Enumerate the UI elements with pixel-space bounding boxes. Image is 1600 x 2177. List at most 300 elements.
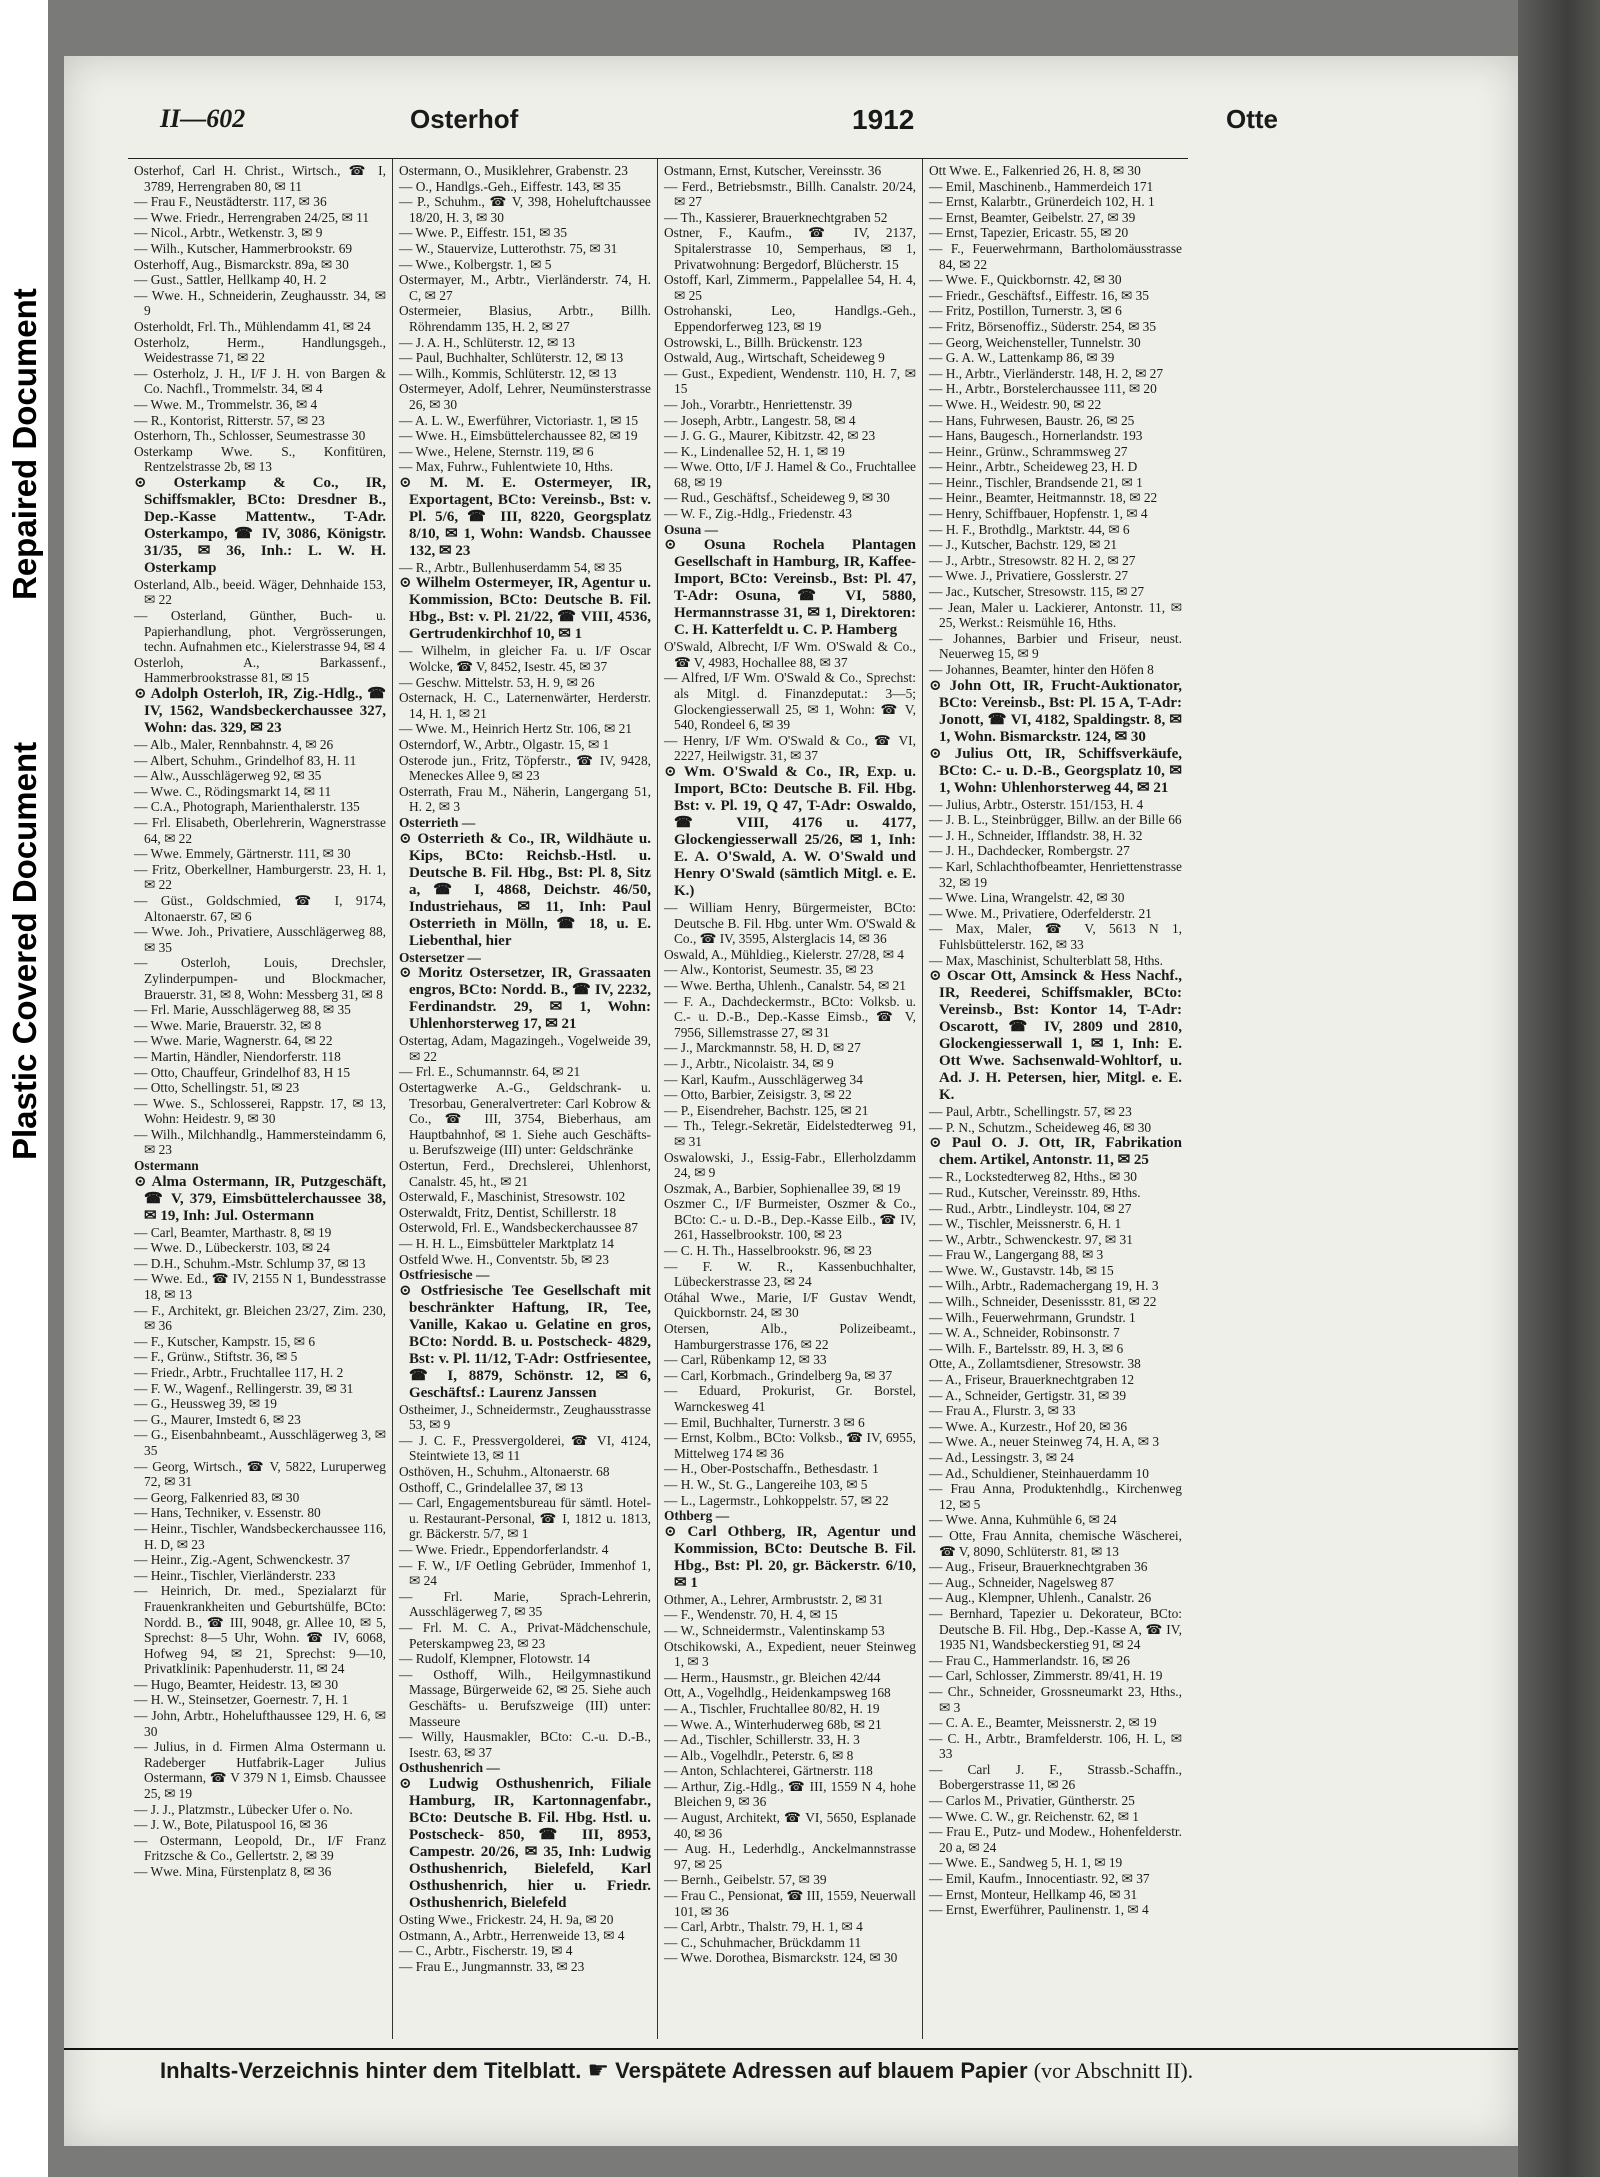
directory-entry: Oswald, A., Mühldieg., Kielerstr. 27/28, ✉ 4 — [664, 946, 904, 962]
directory-entry: — Aug. H., Lederhdlg., Anckelmannstrasse 97, ✉ 25 — [664, 1841, 916, 1872]
directory-entry: Ostwald, Aug., Wirtschaft, Scheideweg 9 — [664, 350, 885, 366]
directory-entry: — F. W. R., Kassenbuchhalter, Lübeckerstrasse 23, ✉ 24 — [664, 1258, 916, 1290]
directory-entry: — F., Architekt, gr. Bleichen 23/27, Zim. 230, ✉ 36 — [134, 1302, 386, 1334]
directory-entry: — August, Architekt, ☎ VI, 5650, Esplanade 40, ✉ 36 — [664, 1810, 916, 1841]
directory-entry: — Frl. M. C. A., Privat-Mädchenschule, Peterskampweg 23, ✉ 23 — [399, 1620, 651, 1651]
directory-entry: — Wwe. P., Eiffestr. 151, ✉ 35 — [399, 225, 568, 241]
directory-entry: — Frau W., Langergang 88, ✉ 3 — [929, 1247, 1104, 1263]
directory-entry: — A., Tischler, Fruchtallee 80/82, H. 19 — [664, 1700, 880, 1716]
directory-entry: — W., Schneidermstr., Valentinskamp 53 — [664, 1622, 885, 1638]
directory-entry: — W., Stauervize, Lutterothstr. 75, ✉ 31 — [399, 240, 618, 256]
directory-entry: Otte, A., Zollamtsdiener, Stresowstr. 38 — [929, 1356, 1141, 1372]
directory-entry: — Hans, Techniker, v. Essenstr. 80 — [134, 1505, 321, 1521]
directory-entry: — P., Eisendreher, Bachstr. 125, ✉ 21 — [664, 1102, 869, 1118]
directory-entry: — Hugo, Beamter, Heidestr. 13, ✉ 30 — [134, 1676, 339, 1692]
directory-entry: Ostrowski, L., Billh. Brückenstr. 123 — [664, 334, 863, 350]
directory-entry: Osterwald, F., Maschinist, Stresowstr. 102 — [399, 1189, 626, 1205]
pointing-hand-icon: ☛ — [587, 2057, 609, 2084]
directory-entry: Ostermeier, Blasius, Arbtr., Billh. Röhrendamm 135, H. 2, ✉ 27 — [399, 303, 651, 334]
directory-entry: — Wwe. Bertha, Uhlenh., Canalstr. 54, ✉ 21 — [664, 977, 906, 993]
directory-entry: — Aug., Friseur, Brauerknechtgraben 36 — [929, 1559, 1148, 1575]
directory-entry: ⊙ Julius Ott, IR, Schiffsverkäufe, BCto: C.- u. D.-B., Georgsplatz 10, ✉ 1, Wohn: Uhlenhorsterweg 44, ✉ 21 — [929, 745, 1182, 796]
directory-entry: Osterhorn, Th., Schlosser, Seumestrasse 30 — [134, 428, 366, 444]
directory-entry: — Nicol., Arbtr., Wetkenstr. 3, ✉ 9 — [134, 225, 323, 241]
directory-entry: — Wwe. S., Schlosserei, Rappstr. 17, ✉ 13, Wohn: Heidestr. 9, ✉ 30 — [134, 1095, 386, 1127]
directory-entry: — Henry, I/F Wm. O'Swald & Co., ☎ VI, 2227, Heilwigstr. 31, ✉ 37 — [664, 732, 916, 764]
directory-entry: Osterkamp Wwe. S., Konfitüren, Rentzelstrasse 2b, ✉ 13 — [134, 443, 386, 475]
directory-entry: — Rud., Arbtr., Lindleystr. 104, ✉ 27 — [929, 1200, 1132, 1216]
directory-entry: — Hans, Fuhrwesen, Baustr. 26, ✉ 25 — [929, 412, 1135, 428]
column-1 — [128, 159, 393, 2039]
directory-entry: — J., Marckmannstr. 58, H. D, ✉ 27 — [664, 1040, 861, 1056]
directory-entry: — Ernst, Monteur, Hellkamp 46, ✉ 31 — [929, 1886, 1138, 1902]
directory-entry: — A., Friseur, Brauerknechtgraben 12 — [929, 1372, 1135, 1388]
directory-entry: — Rudolf, Klempner, Flotowstr. 14 — [399, 1651, 591, 1667]
directory-entry: — L., Lagermstr., Lohkoppelstr. 57, ✉ 22 — [664, 1492, 889, 1508]
directory-entry: — Wwe. W., Gustavstr. 14b, ✉ 15 — [929, 1262, 1114, 1278]
directory-entry: — Wwe. A., Winterhuderweg 68b, ✉ 21 — [664, 1716, 882, 1732]
group-heading: Ostermann — [134, 1158, 199, 1174]
running-header — [160, 104, 1478, 144]
directory-entry: — Wilh., Feuerwehrmann, Grundstr. 1 — [929, 1309, 1136, 1325]
directory-entry: — Wilh., Kommis, Schlüterstr. 12, ✉ 13 — [399, 365, 617, 381]
directory-entry: — Wwe. Mina, Fürstenplatz 8, ✉ 36 — [134, 1864, 332, 1879]
directory-entry: — Wilh., Schneider, Desenissstr. 81, ✉ 22 — [929, 1294, 1157, 1310]
column-3 — [658, 159, 923, 2039]
directory-entry: — Emil, Kaufm., Innocentiastr. 92, ✉ 37 — [929, 1871, 1150, 1887]
directory-entry: Ott Wwe. E., Falkenried 26, H. 8, ✉ 30 — [929, 163, 1141, 178]
directory-entry: Otáhal Wwe., Marie, I/F Gustav Wendt, Quickbornstr. 24, ✉ 30 — [664, 1289, 916, 1321]
group-heading: Osterrieth — — [399, 815, 476, 830]
directory-columns — [128, 158, 1188, 2039]
directory-entry: — Wilhelm, in gleicher Fa. u. I/F Oscar Wolcke, ☎ V, 8452, Isestr. 45, ✉ 37 — [399, 643, 651, 675]
directory-entry: Osternack, H. C., Laternenwärter, Herderstr. 14, H. 1, ✉ 21 — [399, 690, 651, 721]
directory-entry: Osterholz, Herm., Handlungsgeh., Weidestrasse 71, ✉ 22 — [134, 334, 386, 366]
directory-entry: — F. W., I/F Oetling Gebrüder, Immenhof 1, ✉ 24 — [399, 1557, 651, 1589]
directory-entry: — Fritz, Börsenoffiz., Süderstr. 254, ✉ 35 — [929, 318, 1157, 334]
directory-entry: — Osterholz, J. H., I/F J. H. von Bargen & Co. Nachfl., Trommelstr. 34, ✉ 4 — [134, 365, 386, 397]
archive-stamp-strip — [0, 0, 48, 2177]
directory-entry: — Georg, Wirtsch., ☎ V, 5822, Luruperweg 72, ✉ 31 — [134, 1458, 386, 1490]
page-footer — [64, 2048, 1518, 2086]
directory-entry: — Osthoff, Wilh., Heilgymnastikund Massage, Bürgerweide 62, ✉ 25. Siehe auch Geschäfts- u. Berufszweige (III) unter: Masseure — [399, 1666, 651, 1729]
directory-entry: — Osterloh, Louis, Drechsler, Zylinderpumpen- und Blockmacher, Brauerstr. 31, ✉ 8, Wohn: Messberg 31, ✉ 8 — [134, 955, 386, 1002]
directory-entry: — Alw., Ausschlägerweg 92, ✉ 35 — [134, 768, 322, 784]
directory-entry: — Wwe. H., Schneiderin, Zeughausstr. 34, ✉ 9 — [134, 287, 386, 319]
directory-entry: — Max, Maschinist, Schulterblatt 58, Hths. — [929, 952, 1163, 968]
directory-entry: — C. H., Arbtr., Bramfelderstr. 106, H. L, ✉ 33 — [929, 1730, 1182, 1762]
directory-entry: — Karl, Schlachthofbeamter, Henriettenstrasse 32, ✉ 19 — [929, 858, 1182, 890]
footer-notice — [160, 2056, 1193, 2085]
directory-entry: — F., Wendenstr. 70, H. 4, ✉ 15 — [664, 1607, 838, 1623]
year: 1912 — [852, 104, 915, 135]
directory-entry: — Friedr., Arbtr., Fruchtallee 117, H. 2 — [134, 1365, 344, 1380]
directory-entry: — O., Handlgs.-Geh., Eiffestr. 143, ✉ 35 — [399, 178, 621, 194]
directory-entry: — Jean, Maler u. Lackierer, Antonstr. 11, ✉ 25, Werkst.: Reismühle 16, Hths. — [929, 599, 1182, 631]
directory-entry: — Wwe. C., Rödingsmarkt 14, ✉ 11 — [134, 783, 332, 799]
directory-entry: — R., Kontorist, Ritterstr. 57, ✉ 23 — [134, 412, 325, 428]
directory-entry: ⊙ Moritz Ostersetzer, IR, Grassaaten engros, BCto: Nordd. B., ☎ IV, 2232, Ferdinandstr. 29, ✉ 1, Wohn: Uhlenhorsterweg 17, ✉ 21 — [399, 965, 651, 1033]
directory-entry: ⊙ Ostfriesische Tee Gesellschaft mit beschränkter Haftung, IR, Tee, Vanille, Kakao u. Gelatine en gros, BCto: Nordd. B. u. Postscheck- 4829, Bst: v. Pl. 11/12, T-Adr: Ostfriesentee, ☎ I, 8879, Schönstr. 12, ✉ 6, Geschäftsf.: Laurenz Janssen — [399, 1282, 651, 1401]
directory-entry: ⊙ Osuna Rochela Plantagen Gesellschaft in Hamburg, IR, Kaffee-Import, BCto: Vereinsb., Bst: Pl. 47, T-Adr: Osuna, ☎ VI, 5880, Hermannstrasse 31, ✉ 1, Direktoren: C. H. Katterfeldt u. C. P. Hamberg — [664, 537, 916, 639]
directory-entry: Osting Wwe., Frickestr. 24, H. 9a, ✉ 20 — [399, 1911, 614, 1927]
directory-entry: — F., Kutscher, Kampstr. 15, ✉ 6 — [134, 1333, 316, 1349]
directory-entry: ⊙ Wilhelm Ostermeyer, IR, Agentur u. Kommission, BCto: Deutsche B. Fil. Hbg., Bst: v. Pl. 21/22, ☎ VIII, 4536, Gertrudenkirchhof 10, ✉ 1 — [399, 575, 651, 643]
directory-entry: — Martin, Händler, Niendorferstr. 118 — [134, 1048, 341, 1064]
directory-entry: — Wwe. F., Quickbornstr. 42, ✉ 30 — [929, 272, 1122, 288]
directory-entry: — Hans, Baugesch., Hornerlandstr. 193 — [929, 428, 1143, 444]
directory-entry: — Carl, Rübenkamp 12, ✉ 33 — [664, 1352, 827, 1368]
directory-entry: Ostertun, Ferd., Drechslerei, Uhlenhorst, Canalstr. 45, ht., ✉ 21 — [399, 1157, 651, 1189]
directory-entry: Osterholdt, Frl. Th., Mühlendamm 41, ✉ 24 — [134, 318, 371, 334]
directory-entry: Ostoff, Karl, Zimmerm., Pappelallee 54, H. 4, ✉ 25 — [664, 272, 916, 303]
directory-entry: — Julius, in d. Firmen Alma Ostermann u. Radeberger Hutfabrik-Lager Julius Ostermann, ☎ V 379 N 1, Eimsb. Chaussee 25, ✉ 19 — [134, 1739, 386, 1802]
directory-entry: ⊙ Adolph Osterloh, IR, Zig.-Hdlg., ☎ IV, 1562, Wandsbeckerchaussee 327, Wohn: das. 329, ✉ 23 — [134, 686, 386, 737]
directory-entry: — Wwe. M., Privatiere, Oderfelderstr. 21 — [929, 905, 1152, 921]
directory-entry: Ostfeld Wwe. H., Conventstr. 5b, ✉ 23 — [399, 1251, 609, 1267]
directory-entry: — Wwe. C. W., gr. Reichenstr. 62, ✉ 1 — [929, 1808, 1139, 1824]
directory-entry: — Wwe. Anna, Kuhmühle 6, ✉ 24 — [929, 1512, 1117, 1528]
directory-entry: — Wwe. Marie, Brauerstr. 32, ✉ 8 — [134, 1017, 322, 1033]
directory-entry: — Wwe. Friedr., Eppendorferlandstr. 4 — [399, 1542, 609, 1558]
directory-entry: Osterland, Alb., beeid. Wäger, Dehnhaide 153, ✉ 22 — [134, 576, 386, 608]
directory-entry: — Carl, Arbtr., Thalstr. 79, H. 1, ✉ 4 — [664, 1919, 863, 1935]
directory-entry: — Heinrich, Dr. med., Spezialarzt für Frauenkrankheiten und Geburtshülfe, BCto: Nordd. B., ☎ III, 9048, gr. Allee 10, ✉ 5, Sprechst: 8—5 Uhr, Wohn. ☎ IV, 6068, Hofweg 94, ✉ 21, Sprechst: 9—10, Privatklinik: Papenhuderstr. 11, ✉ 24 — [134, 1583, 386, 1677]
directory-entry: — Wwe. M., Heinrich Hertz Str. 106, ✉ 21 — [399, 721, 632, 737]
directory-entry: — Johannes, Beamter, hinter den Höfen 8 — [929, 662, 1154, 677]
directory-entry: — Ernst, Ewerführer, Paulinenstr. 1, ✉ 4 — [929, 1902, 1149, 1918]
directory-entry: — Frau C., Pensionat, ☎ III, 1559, Neuerwall 101, ✉ 36 — [664, 1888, 916, 1919]
directory-entry: Osterndorf, W., Arbtr., Olgastr. 15, ✉ 1 — [399, 737, 610, 753]
directory-entry: — Alb., Vogelhdlr., Peterstr. 6, ✉ 8 — [664, 1747, 854, 1763]
directory-entry: — Ernst, Kolbm., BCto: Volksb., ☎ IV, 6955, Mittelweg 174 ✉ 36 — [664, 1430, 916, 1461]
directory-entry: — Ernst, Tapezier, Ericastr. 55, ✉ 20 — [929, 225, 1129, 241]
group-heading: Osuna — — [664, 521, 718, 537]
directory-entry: — Ernst, Kalarbtr., Grünerdeich 102, H. 1 — [929, 194, 1155, 210]
directory-entry: Ott, A., Vogelhdlg., Heidenkampsweg 168 — [664, 1685, 891, 1701]
directory-entry: — Wwe. Marie, Wagnerstr. 64, ✉ 22 — [134, 1033, 333, 1049]
directory-entry: — H. H. L., Eimsbütteler Marktplatz 14 — [399, 1235, 614, 1251]
directory-entry: — Gust., Expedient, Wendenstr. 110, H. 7, ✉ 15 — [664, 365, 916, 397]
directory-entry: — R., Lockstedterweg 82, Hths., ✉ 30 — [929, 1169, 1137, 1185]
directory-entry: — Chr., Schneider, Grossneumarkt 23, Hths., ✉ 3 — [929, 1683, 1182, 1715]
directory-entry: — Wwe., Helene, Sternstr. 119, ✉ 6 — [399, 443, 594, 459]
group-heading: Ostersetzer — — [399, 949, 481, 965]
directory-entry: — Wwe. Ed., ☎ IV, 2155 N 1, Bundesstrasse 18, ✉ 13 — [134, 1271, 386, 1303]
directory-entry: — Arthur, Zig.-Hdlg., ☎ III, 1559 N 4, hohe Bleichen 9, ✉ 36 — [664, 1778, 916, 1810]
directory-entry: — Carl, Schlosser, Zimmerstr. 89/41, H. 19 — [929, 1668, 1163, 1684]
column-4 — [923, 159, 1188, 2039]
directory-entry: — Georg, Falkenried 83, ✉ 30 — [134, 1489, 300, 1505]
directory-entry: — J. C. F., Pressvergolderei, ☎ VI, 4124, Steintwiete 13, ✉ 11 — [399, 1432, 651, 1464]
directory-entry: — Heinr., Grünw., Schrammsweg 27 — [929, 443, 1128, 459]
directory-entry: — Geschw. Mittelstr. 53, H. 9, ✉ 26 — [399, 674, 595, 690]
directory-entry: — P. N., Schutzm., Scheideweg 46, ✉ 30 — [929, 1119, 1152, 1135]
directory-entry: — Ad., Schuldiener, Steinhauerdamm 10 — [929, 1465, 1149, 1481]
directory-entry: — Herm., Hausmstr., gr. Bleichen 42/44 — [664, 1669, 881, 1685]
directory-entry: — Bernhard, Tapezier u. Dekorateur, BCto: Deutsche B. Fil. Hbg., Dep.-Kasse A, ☎ IV, 1935 N1, Wandsbeckerstieg 91, ✉ 24 — [929, 1605, 1182, 1653]
directory-entry: — Heinr., Tischler, Brandsende 21, ✉ 1 — [929, 474, 1143, 490]
directory-entry: Osterrath, Frau M., Näherin, Langergang 51, H. 2, ✉ 3 — [399, 783, 651, 815]
directory-entry: — J., Arbtr., Stresowstr. 82 H. 2, ✉ 27 — [929, 552, 1136, 568]
directory-entry: Osterhoff, Aug., Bismarckstr. 89a, ✉ 30 — [134, 256, 349, 272]
directory-entry: — C.A., Photograph, Marienthalerstr. 135 — [134, 799, 360, 815]
footer-late-addresses: Verspätete Adressen auf blauem Papier — [615, 2058, 1028, 2083]
directory-entry: Ostertagwerke A.-G., Geldschrank- u. Tresorbau, Generalvertreter: Carl Kobrow & Co., ☎ III, 3754, Bieberhaus, am Hauptbahnhof, ✉ 1. Siehe auch Geschäfts- u. Berufszweige (III) unter: Geldschränke — [399, 1079, 651, 1158]
directory-entry: Osthoff, C., Grindelallee 37, ✉ 13 — [399, 1479, 583, 1495]
directory-entry: Ostmann, A., Arbtr., Herrenweide 13, ✉ 4 — [399, 1927, 625, 1943]
directory-entry: — F. W., Wagenf., Rellingerstr. 39, ✉ 31 — [134, 1380, 354, 1396]
directory-entry: ⊙ Carl Othberg, IR, Agentur und Kommission, BCto: Deutsche B. Fil. Hbg., Bst: Pl. 20, gr. Bäckerstr. 6/10, ✉ 1 — [664, 1523, 916, 1591]
directory-entry: — Wwe. Friedr., Herrengraben 24/25, ✉ 11 — [134, 209, 370, 225]
directory-entry: — John, Arbtr., Hohelufthaussee 129, H. 6, ✉ 30 — [134, 1708, 386, 1739]
directory-entry: — Wwe. H., Eimsbüttelerchaussee 82, ✉ 19 — [399, 428, 638, 444]
directory-entry: Othmer, A., Lehrer, Armbruststr. 2, ✉ 31 — [664, 1591, 884, 1607]
directory-entry: Osterhof, Carl H. Christ., Wirtsch., ☎ I, 3789, Herrengraben 80, ✉ 11 — [134, 163, 386, 194]
directory-entry: — Heinr., Zig.-Agent, Schwenckestr. 37 — [134, 1552, 351, 1568]
directory-entry: — Max, Fuhrw., Fuhlentwiete 10, Hths. — [399, 459, 614, 475]
directory-entry: — Friedr., Geschäftsf., Eiffestr. 16, ✉ 35 — [929, 287, 1149, 303]
directory-entry: Oswalowski, J., Essig-Fabr., Ellerholzdamm 24, ✉ 9 — [664, 1149, 916, 1181]
directory-entry: — Frau E., Jungmannstr. 33, ✉ 23 — [399, 1958, 585, 1974]
directory-entry: — Georg, Weichensteller, Tunnelstr. 30 — [929, 334, 1141, 350]
directory-entry: Ostner, F., Kaufm., ☎ IV, 2137, Spitalerstrasse 10, Semperhaus, ✉ 1, Privatwohnung: Bergedorf, Blücherstr. 15 — [664, 225, 916, 272]
directory-entry: — Aug., Klempner, Uhlenh., Canalstr. 26 — [929, 1590, 1152, 1606]
directory-entry: ⊙ Oscar Ott, Amsinck & Hess Nachf., IR, Reederei, Schiffsmakler, BCto: Vereinsb., Bst: Kontor 14, T-Adr: Oscarott, ☎ IV, 2809 und 2810, Glockengiesserwall 1, ✉ 1, Inh: E. Ott Wwe. Sachsenwald-Wohltorf, u. Ad. J. H. Petersen, hier, Mitgl. e. E. K. — [929, 968, 1182, 1104]
directory-entry: — A., Schneider, Gertigstr. 31, ✉ 39 — [929, 1387, 1127, 1403]
directory-entry: ⊙ Ludwig Osthushenrich, Filiale Hamburg, IR, Kartonnagenfabr., BCto: Deutsche B. Fil. Hbg. Hstl. u. Postscheck- 850, ☎ III, 8953, Campestr. 20/26, ✉ 35, Inh: Ludwig Osthushenrich, Bielefeld, Karl Osthushenrich, hier u. Friedr. Osthushenrich, Bielefeld — [399, 1775, 651, 1911]
directory-entry: — Wwe. A., Kurzestr., Hof 20, ✉ 36 — [929, 1418, 1128, 1434]
directory-entry: — Jac., Kutscher, Stresowstr. 115, ✉ 27 — [929, 584, 1145, 600]
directory-entry: Ostermeyer, Adolf, Lehrer, Neumünsterstrasse 26, ✉ 30 — [399, 381, 651, 412]
directory-entry: ⊙ Paul O. J. Ott, IR, Fabrikation chem. Artikel, Antonstr. 11, ✉ 25 — [929, 1135, 1182, 1169]
directory-entry: Ostrohanski, Leo, Handlgs.-Geh., Eppendorferweg 123, ✉ 19 — [664, 303, 916, 334]
directory-entry: Osterwold, Frl. E., Wandsbeckerchaussee 87 — [399, 1220, 638, 1236]
directory-entry: Otschikowski, A., Expedient, neuer Steinweg 1, ✉ 3 — [664, 1638, 916, 1670]
directory-entry: — J. W., Bote, Pilatuspool 16, ✉ 36 — [134, 1817, 328, 1833]
directory-entry: — Wilh. F., Bartelsstr. 89, H. 3, ✉ 6 — [929, 1340, 1124, 1356]
directory-entry: — C. A. E., Beamter, Meissnerstr. 2, ✉ 19 — [929, 1715, 1157, 1731]
page-number: II—602 — [160, 104, 246, 133]
directory-entry: — A. L. W., Ewerführer, Victoriastr. 1, ✉ 15 — [399, 412, 639, 428]
directory-entry: Otersen, Alb., Polizeibeamt., Hamburgerstrasse 176, ✉ 22 — [664, 1321, 916, 1352]
directory-entry: — Emil, Maschinenb., Hammerdeich 171 — [929, 178, 1154, 194]
directory-entry: — J. B. L., Steinbrügger, Billw. an der Bille 66 — [929, 812, 1182, 828]
directory-entry: — H., Ober-Postschaffn., Bethesdastr. 1 — [664, 1461, 879, 1477]
directory-entry: — W., Arbtr., Schwenckestr. 97, ✉ 31 — [929, 1231, 1133, 1247]
directory-entry: — Wwe. M., Trommelstr. 36, ✉ 4 — [134, 396, 318, 412]
group-heading: Osthushenrich — — [399, 1760, 500, 1776]
directory-entry: — Frl. Elisabeth, Oberlehrerin, Wagnerstrasse 64, ✉ 22 — [134, 815, 386, 846]
directory-entry: — Eduard, Prokurist, Gr. Borstel, Warnckesweg 41 — [664, 1383, 916, 1414]
directory-entry: — Ad., Lessingstr. 3, ✉ 24 — [929, 1450, 1074, 1465]
directory-entry: — Alw., Kontorist, Seumestr. 35, ✉ 23 — [664, 962, 874, 978]
directory-entry: — H. F., Brothdlg., Marktstr. 44, ✉ 6 — [929, 521, 1130, 537]
directory-entry: — Heinr., Arbtr., Scheideweg 23, H. D — [929, 459, 1138, 475]
directory-entry: — Th., Telegr.-Sekretär, Eidelstedterweg 91, ✉ 31 — [664, 1118, 916, 1149]
directory-entry: — Albert, Schuhm., Grindelhof 83, H. 11 — [134, 752, 357, 768]
plastic-covered-label: Plastic Covered Document — [6, 741, 43, 1160]
directory-entry: — Frau E., Putz- und Modew., Hohenfelderstr. 20 a, ✉ 24 — [929, 1824, 1182, 1855]
directory-entry: — H., Arbtr., Borstelerchaussee 111, ✉ 20 — [929, 381, 1157, 397]
directory-entry: — Julius, Arbtr., Osterstr. 151/153, H. 4 — [929, 796, 1144, 812]
directory-entry: ⊙ Wm. O'Swald & Co., IR, Exp. u. Import, BCto: Deutsche B. Fil. Hbg. Bst: v. Pl. 19, Q 47, T-Adr: Oswaldo, ☎ VIII, 4176 u. 4177, Glockengiesserwall 25/26, ✉ 1, Inh: E. A. O'Swald, A. W. O'Swald und Henry O'Swald (sämtlich Mitgl. e. E. K.) — [664, 764, 916, 899]
directory-entry: — Otte, Frau Annita, chemische Wäscherei, ☎ V, 8090, Schlüterstr. 81, ✉ 13 — [929, 1527, 1182, 1559]
directory-entry: — Frl. E., Schumannstr. 64, ✉ 21 — [399, 1064, 581, 1080]
directory-entry: — Bernh., Geibelstr. 57, ✉ 39 — [664, 1872, 827, 1888]
directory-entry: — Carlos M., Privatier, Güntherstr. 25 — [929, 1793, 1135, 1809]
footer-index-note: Inhalts-Verzeichnis hinter dem Titelblatt. — [160, 2058, 582, 2083]
directory-entry: — Frau Anna, Produktenhdlg., Kirchenweg 12, ✉ 5 — [929, 1481, 1182, 1512]
directory-entry: — W. F., Zig.-Hdlg., Friedenstr. 43 — [664, 506, 852, 522]
directory-entry: — J., Arbtr., Nicolaistr. 34, ✉ 9 — [664, 1055, 834, 1071]
directory-entry: — F., Grünw., Stiftstr. 36, ✉ 5 — [134, 1349, 298, 1365]
directory-entry: — J. H., Dachdecker, Rombergstr. 27 — [929, 843, 1130, 859]
directory-entry: — Frau A., Flurstr. 3, ✉ 33 — [929, 1403, 1076, 1419]
directory-entry: — Frau F., Neustädterstr. 117, ✉ 36 — [134, 194, 327, 210]
directory-entry: — Ernst, Beamter, Geibelstr. 27, ✉ 39 — [929, 209, 1136, 225]
directory-entry: Ostermayer, M., Arbtr., Vierländerstr. 74, H. C, ✉ 27 — [399, 272, 651, 303]
directory-entry: — Aug., Schneider, Nagelsweg 87 — [929, 1574, 1115, 1590]
directory-entry: — Wwe. D., Lübeckerstr. 103, ✉ 24 — [134, 1240, 330, 1256]
directory-entry: ⊙ John Ott, IR, Frucht-Auktionator, BCto: Vereinsb., Bst: Pl. 15 A, T-Adr: Jonott, ☎ VI, 4182, Spaldingstr. 8, ✉ 1, Wohn. Bismarckstr. 124, ✉ 30 — [929, 677, 1182, 745]
directory-entry: — Heinr., Beamter, Heitmannstr. 18, ✉ 22 — [929, 490, 1158, 506]
directory-entry: — Fritz, Postillon, Turnerstr. 3, ✉ 6 — [929, 303, 1122, 319]
directory-entry: — Rud., Geschäftsf., Scheideweg 9, ✉ 30 — [664, 490, 890, 506]
directory-entry: — G., Heussweg 39, ✉ 19 — [134, 1396, 277, 1412]
directory-entry: ⊙ Osterkamp & Co., IR, Schiffsmakler, BCto: Dresdner B., Dep.-Kasse Mattentw., T-Adr. Osterkampo, ☎ IV, 3086, Königstr. 31/35, ✉ 36, Inh.: L. W. H. Osterkamp — [134, 474, 386, 576]
directory-entry: — Frl. Marie, Sprach-Lehrerin, Ausschlägerweg 7, ✉ 35 — [399, 1588, 651, 1620]
directory-entry: — Anton, Schlachterei, Gärtnerstr. 118 — [664, 1763, 873, 1779]
repaired-document-label: Repaired Document — [6, 288, 43, 600]
directory-entry: — Wwe. Emmely, Gärtnerstr. 111, ✉ 30 — [134, 846, 351, 862]
directory-entry: — G., Eisenbahnbeamt., Ausschlägerweg 3, ✉ 35 — [134, 1427, 386, 1458]
directory-entry: — Wwe. J., Privatiere, Gosslerstr. 27 — [929, 568, 1129, 584]
directory-page — [64, 56, 1518, 2146]
directory-entry: — Max, Maler, ☎ V, 5613 N 1, Fuhlsbüttelerstr. 162, ✉ 33 — [929, 921, 1182, 952]
directory-entry: — Johannes, Barbier und Friseur, neust. Neuerweg 15, ✉ 9 — [929, 630, 1182, 662]
directory-entry: — H. W., St. G., Langereihe 103, ✉ 5 — [664, 1476, 868, 1492]
directory-entry: — Ferd., Betriebsmstr., Billh. Canalstr. 20/24, ✉ 27 — [664, 178, 916, 210]
directory-entry: — Ostermann, Leopold, Dr., I/F Franz Fritzsche & Co., Gellertstr. 2, ✉ 39 — [134, 1832, 386, 1864]
directory-entry: — P., Schuhm., ☎ V, 398, Hoheluftchaussee 18/20, H. 3, ✉ 30 — [399, 194, 651, 225]
directory-entry: — W. A., Schneider, Robinsonstr. 7 — [929, 1325, 1120, 1341]
directory-entry: — Carl, Beamter, Marthastr. 8, ✉ 19 — [134, 1224, 332, 1240]
directory-entry: — Otto, Schellingstr. 51, ✉ 23 — [134, 1080, 300, 1096]
directory-entry: — J. J., Platzmstr., Lübecker Ufer o. No. — [134, 1801, 353, 1817]
directory-entry: Osterloh, A., Barkassenf., Hammerbrookstrasse 81, ✉ 15 — [134, 654, 386, 686]
directory-entry: — Wwe. Lina, Wrangelstr. 42, ✉ 30 — [929, 890, 1125, 906]
directory-entry: — Wilh., Arbtr., Rademachergang 19, H. 3 — [929, 1278, 1159, 1294]
directory-entry: — J., Kutscher, Bachstr. 129, ✉ 21 — [929, 537, 1118, 553]
column-2 — [393, 159, 658, 2039]
directory-entry: — Wilh., Milchhandlg., Hammersteindamm 6, ✉ 23 — [134, 1126, 386, 1158]
directory-entry: — G. A. W., Lattenkamp 86, ✉ 39 — [929, 350, 1115, 366]
directory-entry: — Joh., Vorarbtr., Henriettenstr. 39 — [664, 396, 853, 412]
directory-entry: — Heinr., Tischler, Wandsbeckerchaussee 116, H. D, ✉ 23 — [134, 1520, 386, 1552]
directory-entry: — C. H. Th., Hasselbrookstr. 96, ✉ 23 — [664, 1243, 872, 1259]
directory-entry: — Wwe., Kolbergstr. 1, ✉ 5 — [399, 256, 552, 272]
directory-entry: — Paul, Buchhalter, Schlüterstr. 12, ✉ 13 — [399, 350, 624, 366]
directory-entry: O'Swald, Albrecht, I/F Wm. O'Swald & Co., ☎ V, 4983, Hochallee 88, ✉ 37 — [664, 639, 916, 670]
directory-entry: Oszmak, A., Barbier, Sophienallee 39, ✉ 19 — [664, 1180, 901, 1196]
directory-entry: — C., Arbtr., Fischerstr. 19, ✉ 4 — [399, 1943, 573, 1959]
directory-entry: — K., Lindenallee 52, H. 1, ✉ 19 — [664, 443, 845, 459]
directory-entry: — Willy, Hausmakler, BCto: C.-u. D.-B., Isestr. 63, ✉ 37 — [399, 1729, 651, 1760]
directory-entry: Osterode jun., Fritz, Töpferstr., ☎ IV, 9428, Meneckes Allee 9, ✉ 23 — [399, 752, 651, 784]
directory-entry: — C., Schuhmacher, Brückdamm 11 — [664, 1934, 862, 1950]
directory-entry: — Frl. Marie, Ausschlägerweg 88, ✉ 35 — [134, 1002, 351, 1018]
directory-entry: — J. A. H., Schlüterstr. 12, ✉ 13 — [399, 334, 575, 350]
directory-entry: — Paul, Arbtr., Schellingstr. 57, ✉ 23 — [929, 1104, 1132, 1120]
directory-entry: — Heinr., Tischler, Vierländerstr. 233 — [134, 1567, 336, 1583]
directory-entry: — Wwe. E., Sandweg 5, H. 1, ✉ 19 — [929, 1855, 1123, 1871]
directory-entry: — Frau C., Hammerlandstr. 16, ✉ 26 — [929, 1652, 1130, 1668]
directory-entry: — J. G. G., Maurer, Kibitzstr. 42, ✉ 23 — [664, 428, 876, 444]
directory-entry: Ostertag, Adam, Magazingeh., Vogelweide 39, ✉ 22 — [399, 1033, 651, 1064]
directory-entry: — F. A., Dachdeckermstr., BCto: Volksb. u. C.- u. D.-B., Dep.-Kasse Eimsb., ☎ V, 7956, Sillemstrasse 27, ✉ 31 — [664, 993, 916, 1040]
directory-entry: — Carl, Korbmach., Grindelberg 9a, ✉ 37 — [664, 1367, 893, 1383]
directory-entry: Oszmer C., I/F Burmeister, Oszmer & Co., BCto: C.- u. D.-B., Dep.-Kasse Eilb., ☎ IV, 261, Hasselbrookstr. 100, ✉ 23 — [664, 1196, 916, 1243]
directory-entry: — William Henry, Bürgermeister, BCto: Deutsche B. Fil. Hbg. unter Wm. O'Swald & Co., ☎ IV, 3595, Alsterglacis 14, ✉ 36 — [664, 900, 916, 947]
directory-entry: Ostermann, O., Musiklehrer, Grabenstr. 23 — [399, 163, 628, 178]
directory-entry: — G., Maurer, Imstedt 6, ✉ 23 — [134, 1411, 301, 1427]
directory-entry: — Joseph, Arbtr., Langestr. 58, ✉ 4 — [664, 412, 856, 428]
directory-entry: — Wwe. Dorothea, Bismarckstr. 124, ✉ 30 — [664, 1950, 898, 1966]
directory-entry: Ostmann, Ernst, Kutscher, Vereinsstr. 36 — [664, 163, 882, 178]
footer-section-ref: (vor Abschnitt II). — [1033, 2058, 1194, 2083]
directory-entry: — D.H., Schuhm.-Mstr. Schlump 37, ✉ 13 — [134, 1255, 366, 1271]
directory-entry: — Henry, Schiffbauer, Hopfenstr. 1, ✉ 4 — [929, 506, 1148, 522]
first-guide-word: Osterhof — [410, 104, 519, 134]
directory-entry: — Alb., Maler, Rennbahnstr. 4, ✉ 26 — [134, 737, 334, 753]
directory-entry: — Wilh., Kutscher, Hammerbrookstr. 69 — [134, 240, 353, 256]
directory-entry: — Carl J. F., Strassb.-Schaffn., Bobergerstrasse 11, ✉ 26 — [929, 1761, 1182, 1793]
directory-entry: — J. H., Schneider, Ifflandstr. 38, H. 32 — [929, 827, 1143, 843]
directory-entry: — Wwe. H., Weidestr. 90, ✉ 22 — [929, 396, 1102, 412]
directory-entry: — Otto, Barbier, Zeisigstr. 3, ✉ 22 — [664, 1087, 852, 1103]
directory-entry: — Osterland, Günther, Buch- u. Papierhandlung, phot. Vergrösserungen, techn. Aufnahmen etc., Kielerstrasse 94, ✉ 4 — [134, 608, 386, 655]
directory-entry: — Rud., Kutscher, Vereinsstr. 89, Hths. — [929, 1184, 1141, 1200]
directory-entry: Ostheimer, J., Schneidermstr., Zeughausstrasse 53, ✉ 9 — [399, 1401, 651, 1433]
directory-entry: — F., Feuerwehrmann, Bartholomäusstrasse 84, ✉ 22 — [929, 240, 1182, 272]
directory-entry: ⊙ Alma Ostermann, IR, Putzgeschäft, ☎ V, 379, Eimsbüttelerchaussee 38, ✉ 19, Inh: Jul. Ostermann — [134, 1173, 386, 1224]
last-guide-word: Otte — [1226, 104, 1278, 134]
directory-entry: ⊙ Osterrieth & Co., IR, Wildhäute u. Kips, BCto: Reichsb.-Hstl. u. Deutsche B. Fil. Hbg., Bst: Pl. 8, Sitz a, ☎ I, 4868, Deichstr. 46/50, Industriehaus, ✉ 11, Inh: Paul Osterrieth in Mölln, ☎ 18, u. E. Liebenthal, hier — [399, 830, 651, 949]
directory-entry: — W., Tischler, Meissnerstr. 6, H. 1 — [929, 1216, 1122, 1232]
directory-entry: Osterwaldt, Fritz, Dentist, Schillerstr. 18 — [399, 1204, 617, 1220]
directory-entry: — H. W., Steinsetzer, Goernestr. 7, H. 1 — [134, 1692, 349, 1708]
group-heading: Othberg — — [664, 1508, 730, 1524]
directory-entry: — Emil, Buchhalter, Turnerstr. 3 ✉ 6 — [664, 1414, 865, 1430]
directory-entry: — Fritz, Oberkellner, Hamburgerstr. 23, H. 1, ✉ 22 — [134, 861, 386, 893]
directory-entry: — Carl, Engagementsbureau für sämtl. Hotel- u. Restaurant-Personal, ☎ I, 1812 u. 1813, gr. Bäckerstr. 5/7, ✉ 1 — [399, 1495, 651, 1542]
directory-entry: — Alfred, I/F Wm. O'Swald & Co., Sprechst: als Mitgl. d. Finanzdeputat.: 3—5; Glockengiesserwall 25, ✉ 1, Wohn: ☎ V, 540, Rondeel 6, ✉ 39 — [664, 670, 916, 733]
directory-entry: — H., Arbtr., Vierländerstr. 148, H. 2, ✉ 27 — [929, 365, 1164, 381]
directory-entry: — R., Arbtr., Bullenhuserdamm 54, ✉ 35 — [399, 559, 622, 575]
book-spine — [1518, 0, 1600, 2177]
directory-entry: — Wwe. Otto, I/F J. Hamel & Co., Fruchtallee 68, ✉ 19 — [664, 459, 916, 490]
directory-entry: — Karl, Kaufm., Ausschlägerweg 34 — [664, 1071, 863, 1087]
directory-entry: — Ad., Tischler, Schillerstr. 33, H. 3 — [664, 1732, 860, 1748]
group-heading: Ostfriesische — — [399, 1267, 490, 1283]
directory-entry: — Güst., Goldschmied, ☎ I, 9174, Altonaerstr. 67, ✉ 6 — [134, 892, 386, 924]
directory-entry: — Wwe. Joh., Privatiere, Ausschlägerweg 88, ✉ 35 — [134, 924, 386, 955]
directory-entry: — Wwe. A., neuer Steinweg 74, H. A, ✉ 3 — [929, 1434, 1160, 1450]
directory-entry: — Gust., Sattler, Hellkamp 40, H. 2 — [134, 272, 327, 288]
directory-entry: Osthöven, H., Schuhm., Altonaerstr. 68 — [399, 1464, 610, 1480]
directory-entry: — Otto, Chauffeur, Grindelhof 83, H 15 — [134, 1064, 351, 1080]
